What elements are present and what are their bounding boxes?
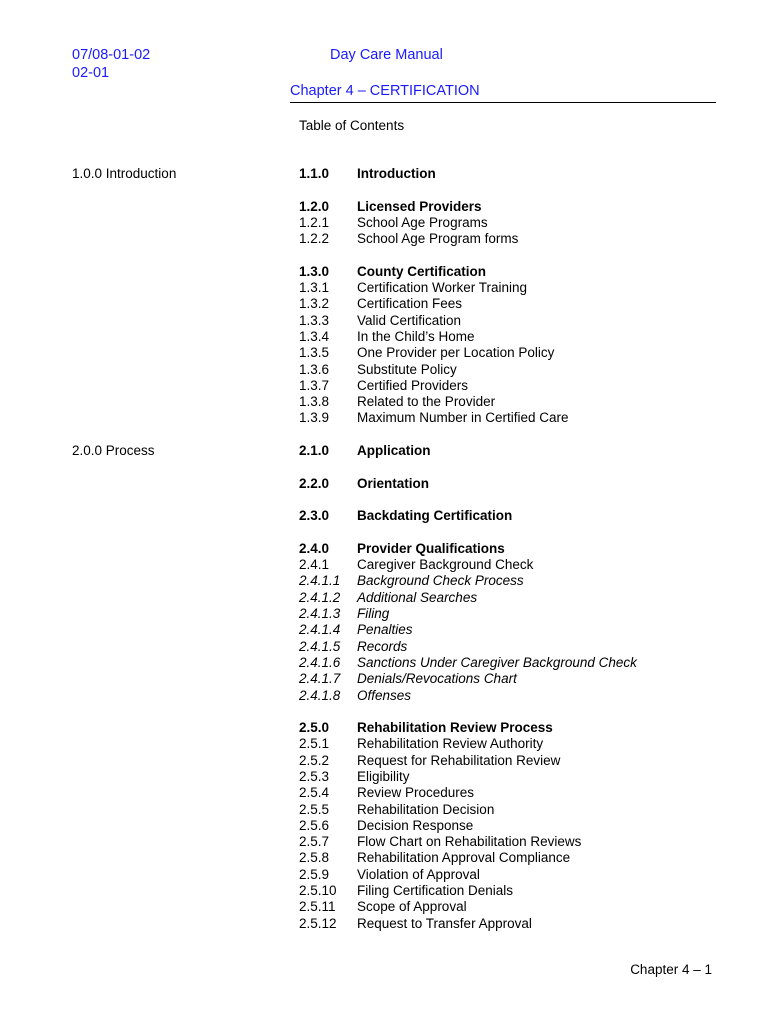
toc-entry-title: Certification Fees: [357, 296, 463, 312]
toc-entry: [0, 639, 770, 655]
toc-entry-title: Introduction: [357, 166, 436, 181]
toc-entry: [0, 508, 770, 524]
toc-entry: [0, 231, 770, 247]
toc-entry-number: 1.3.5: [299, 345, 330, 361]
toc-entry: [0, 443, 770, 459]
toc-entry-number: 1.3.2: [299, 296, 330, 312]
toc-entry: [0, 215, 770, 231]
toc-entry: [0, 166, 770, 182]
toc-entry-number: 1.3.0: [299, 263, 330, 279]
toc-group: [0, 720, 770, 932]
toc-entry-number: 2.4.1.4: [299, 622, 341, 638]
toc-entry-title: Backdating Certification: [357, 508, 513, 524]
document-code: 07/08-01-02: [72, 47, 151, 63]
toc-entry-title: School Age Program forms: [357, 231, 519, 247]
toc-entry: [0, 264, 770, 280]
toc-entry-number: 2.1.0: [299, 443, 330, 459]
toc-entry-number: 2.4.1.7: [299, 671, 341, 687]
toc-entry: [0, 280, 770, 296]
toc-entry-title: Request for Rehabilitation Review: [357, 752, 561, 768]
toc-entry-number: 2.4.0: [299, 540, 330, 556]
toc-entry-title: Application: [357, 443, 431, 459]
toc-entry-number: 2.4.1.8: [299, 687, 341, 703]
toc-entry: [0, 916, 770, 932]
toc-entry-number: 2.3.0: [299, 508, 330, 524]
toc-entry-number: 1.3.7: [299, 377, 330, 393]
toc-entry-number: 1.2.2: [299, 231, 330, 247]
toc-entry-number: 1.2.0: [299, 198, 330, 214]
toc-entry-title: Violation of Approval: [357, 866, 480, 882]
toc-group: [0, 166, 770, 182]
toc-entry-number: 2.5.6: [299, 817, 330, 833]
toc-entry-number: 2.4.1.6: [299, 654, 341, 670]
toc-entry-title: Request to Transfer Approval: [357, 915, 532, 931]
toc-entry-number: 1.1.0: [299, 166, 330, 181]
toc-entry: [0, 785, 770, 801]
toc-entry-title: Certification Worker Training: [357, 280, 528, 296]
toc-entry-number: 2.5.10: [299, 883, 337, 899]
toc-entry-number: 2.5.9: [299, 866, 330, 882]
toc-entry-number: 2.4.1.2: [299, 589, 341, 605]
toc-entry: [0, 655, 770, 671]
toc-entry-title: Maximum Number in Certified Care: [357, 410, 569, 426]
toc-entry-title: Offenses: [357, 687, 412, 703]
toc-entry-title: Provider Qualifications: [357, 540, 505, 556]
toc-entry: [0, 736, 770, 752]
toc-entry: [0, 769, 770, 785]
toc-entry: [0, 850, 770, 866]
toc-entry-number: 2.4.1.3: [299, 606, 341, 622]
toc-entry-number: 2.2.0: [299, 475, 330, 491]
toc-entry: [0, 720, 770, 736]
toc-entry-number: 1.3.4: [299, 328, 330, 344]
toc-entry-title: Denials/Revocations Chart: [357, 671, 517, 687]
toc-entry-title: Eligibility: [357, 768, 410, 784]
toc-entry-number: 2.5.8: [299, 850, 330, 866]
toc-entry: [0, 622, 770, 638]
toc-entry: [0, 753, 770, 769]
toc-entry: [0, 557, 770, 573]
toc-entry: [0, 899, 770, 915]
toc-entry-title: Valid Certification: [357, 312, 462, 328]
section-label: 2.0.0 Process: [72, 443, 155, 459]
manual-title: Day Care Manual: [330, 47, 443, 63]
toc-entry-title: In the Child’s Home: [357, 328, 475, 344]
toc-entry: [0, 883, 770, 899]
table-of-contents: [0, 166, 770, 948]
header-divider: [290, 102, 716, 103]
toc-entry: [0, 362, 770, 378]
toc-entry: [0, 802, 770, 818]
toc-entry: [0, 410, 770, 426]
toc-group: [0, 476, 770, 492]
document-revision: 02-01: [72, 65, 110, 81]
toc-entry-title: Rehabilitation Approval Compliance: [357, 850, 571, 866]
chapter-title: Chapter 4 – CERTIFICATION: [290, 83, 480, 99]
toc-entry: [0, 867, 770, 883]
toc-group: [0, 508, 770, 524]
toc-entry: [0, 590, 770, 606]
toc-entry-number: 1.3.1: [299, 280, 330, 296]
toc-entry-number: 2.4.1.1: [299, 573, 341, 589]
toc-entry: [0, 329, 770, 345]
toc-entry: [0, 345, 770, 361]
toc-entry: [0, 296, 770, 312]
toc-entry-title: Scope of Approval: [357, 899, 467, 915]
toc-entry-title: School Age Programs: [357, 214, 488, 230]
toc-section: [0, 443, 770, 932]
toc-entry: [0, 313, 770, 329]
toc-entry-number: 1.3.3: [299, 312, 330, 328]
toc-group: [0, 541, 770, 704]
toc-entry-title: Sanctions Under Caregiver Background Check: [357, 654, 637, 670]
toc-entry: [0, 573, 770, 589]
toc-section: [0, 166, 770, 427]
toc-entry-number: 2.5.3: [299, 768, 330, 784]
toc-entry-title: Substitute Policy: [357, 361, 457, 377]
toc-group: [0, 199, 770, 248]
toc-entry: [0, 541, 770, 557]
toc-entry-title: One Provider per Location Policy: [357, 345, 555, 361]
toc-entry-number: 2.5.0: [299, 720, 330, 736]
toc-entry-title: Related to the Provider: [357, 394, 496, 410]
toc-entry-title: Review Procedures: [357, 785, 475, 801]
toc-entry: [0, 671, 770, 687]
toc-entry-title: Decision Response: [357, 817, 474, 833]
toc-entry: [0, 834, 770, 850]
toc-entry-number: 1.2.1: [299, 214, 330, 230]
toc-group: [0, 443, 770, 459]
toc-entry-title: Filing Certification Denials: [357, 883, 514, 899]
toc-entry-title: County Certification: [357, 263, 487, 279]
toc-entry-number: 1.3.6: [299, 361, 330, 377]
toc-entry-number: 2.5.7: [299, 834, 330, 850]
toc-entry-title: Rehabilitation Review Process: [357, 720, 553, 736]
toc-entry-title: Caregiver Background Check: [357, 557, 534, 573]
toc-entry-title: Rehabilitation Decision: [357, 801, 495, 817]
toc-entry-title: Records: [357, 638, 408, 654]
page-number: Chapter 4 – 1: [630, 962, 712, 977]
toc-entry-number: 2.5.12: [299, 915, 337, 931]
toc-entry: [0, 476, 770, 492]
toc-entry-number: 1.3.8: [299, 394, 330, 410]
toc-entry-number: 1.3.9: [299, 410, 330, 426]
toc-entry-number: 2.4.1: [299, 557, 330, 573]
toc-entry: [0, 818, 770, 834]
toc-entry-title: Additional Searches: [357, 589, 478, 605]
toc-entry-number: 2.5.2: [299, 752, 330, 768]
toc-entry: [0, 606, 770, 622]
section-label: 1.0.0 Introduction: [72, 166, 177, 181]
toc-entry-number: 2.5.5: [299, 801, 330, 817]
toc-entry-title: Filing: [357, 606, 390, 622]
toc-entry: [0, 378, 770, 394]
toc-group: [0, 264, 770, 427]
toc-heading: Table of Contents: [299, 118, 405, 133]
toc-entry-title: Orientation: [357, 475, 430, 491]
toc-entry-title: Flow Chart on Rehabilitation Reviews: [357, 834, 582, 850]
toc-entry-title: Penalties: [357, 622, 413, 638]
toc-entry: [0, 199, 770, 215]
toc-entry-number: 2.5.11: [299, 899, 336, 915]
toc-entry-title: Background Check Process: [357, 573, 524, 589]
toc-entry: [0, 394, 770, 410]
toc-entry-title: Rehabilitation Review Authority: [357, 736, 544, 752]
toc-entry-number: 2.4.1.5: [299, 638, 341, 654]
toc-entry-number: 2.5.4: [299, 785, 330, 801]
toc-entry-title: Licensed Providers: [357, 198, 482, 214]
toc-entry: [0, 688, 770, 704]
toc-entry-number: 2.5.1: [299, 736, 330, 752]
toc-entry-title: Certified Providers: [357, 377, 469, 393]
